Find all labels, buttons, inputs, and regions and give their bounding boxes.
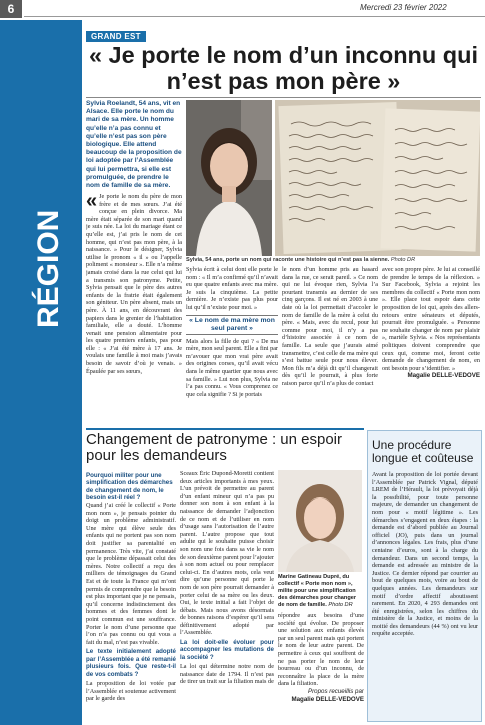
article2-col2: [180, 470, 274, 723]
article1-col4-text: avec son propre père. Je lui ai conseillé de prendre le temps de la réflexion. » Sur Facebook, Sylvia a rejoint les membres du collectif « Porte mon nom ». Elle place tout espoir dans cette proposition de loi qui, après des allers-retours entre sénateurs et députés, pourrait être promulguée. « Personne ne souhaite changer de nom par plaisir », martèle Sylvia. « Nos représentants politiques doivent comprendre que ceux qui, comme moi, feront cette demande de changement de nom, en ont besoin pour s’identifier. »: [382, 266, 480, 372]
article2-col3-text: répondre aux besoins d’une société qui évolue. De proposer une solution aux enfants élevés par un seul parent mais qui portent le nom de leur autre parent. De permettre à ceux qui souffrent de ne pas porter le nom de leur bourreau ou d’un inconnu, de reconnaître la place de la mère dans la filiation.: [278, 612, 364, 688]
article2-headline: Changement de patronyme : un espoir pour les demandeurs: [86, 431, 342, 464]
portrait-illustration: [186, 100, 272, 256]
sidebar-box: [367, 430, 482, 722]
headline-rule: [86, 97, 481, 98]
article1-col3-text: le nom d’un homme pris au hasard dans la rue, ce serait pareil. » Ce nom qui ne lui évoque rien, Sylvia l’a pourtant transmis au dernier de ses cinq garçons. Il est né en 2003 à une date où la loi permettait d’accoler le nom de famille de la mère à celui du père. « Mais, avec du recul, pour lui comme pour moi, il n’y a pas d’histoire associée à ce nom de famille. La seule que j’aurais aimé transmettre, c’est celle de ma mère qui s’est battue seule pour nous élever. Mon fils m’a déjà dit qu’il changerait dès qu’il le pourrait, à plus forte raison parce qu’il n’a plus de contact: [282, 266, 378, 387]
article1-col2-text: Sylvia écrit à celui dont elle porte le nom : « Il m’a confirmé qu’il n’avait eu que quatre enfants avec ma mère. Je suis la cinquième. La petite dernière. Je n’existe pas plus pour lui qu’il n’existe pour moi. »: [186, 266, 278, 311]
chapo: Sylvia Roelandt, 54 ans, vit en Alsace. Elle porte le nom du mari de sa mère. Un homme qu’elle n’a pas connu et qu’elle n’est pas son père biologique. Elle attend beaucoup de la proposition de loi adoptée par l’Assemblée qui lui permettra, si elle est promulguée, de prendre le nom de famille de sa mère.: [86, 100, 182, 190]
caption-text: Sylvia, 54 ans, porte un nom qui raconte une histoire qui n’est pas la sienne.: [186, 257, 390, 263]
article2-col1b-text: La proposition de loi votée par l’Assemblée et soutenue activement par le garde des: [86, 679, 176, 703]
interviewee-illustration: [278, 470, 362, 572]
article1-col3: [282, 266, 378, 426]
interviewee-caption-text: Marine Gatineau Dupré, du collectif « Porte mon nom », milite pour une simplification des démarches pour changer de nom de famille.: [278, 574, 357, 608]
article1-col2b-text: Mais alors la fille de qui ? « De ma mère, mon seul parent. Elle a fini par m’avouer que mon vrai père avait des origines corses, qu’il avait vécu dans le même quartier que nous avec sa famille. » Lui non plus, Sylvia ne l’a pas connu. « Vous comprenez ce que cela signifie ? Si je portais: [186, 337, 278, 398]
headline: « Je porte le nom d’un inconnu qui n’est pas mon père »: [88, 42, 479, 94]
top-rule: [24, 16, 485, 17]
article2-credit-label: Propos recueillis par: [307, 687, 364, 695]
article2-col1: [86, 502, 176, 723]
article1-col4: [382, 266, 480, 426]
article2-col2b-text: La loi qui détermine notre nom de naissance date de 1794. Il n’est pas de tirer un trait sur la filiation mais de: [180, 663, 274, 686]
kicker: GRAND EST: [86, 31, 146, 42]
interviewee-photo: [278, 470, 362, 572]
article2-question-1: Le texte initialement adopté par l’Assemblée a été remanié plusieurs fois. Que reste-t-il de vos combats ?: [86, 648, 176, 678]
article2-signature: Magalie DELLE-VEDOVE: [291, 695, 364, 703]
interviewee-caption-credit: Photo DR: [328, 602, 353, 608]
caption-credit: Photo DR: [390, 257, 416, 263]
document-illustration: [275, 100, 480, 256]
article1-col2: [186, 266, 278, 426]
article1-signature: Magalie DELLE-VEDOVE: [407, 372, 480, 380]
article2-col3: [278, 612, 364, 723]
lettrine: «: [86, 193, 98, 212]
sidebar-box-title: Une procédure longue et coûteuse: [372, 438, 474, 465]
section-label: [6, 210, 76, 330]
article2-col2-text: Sceaux Éric Dupond-Moretti contient deux articles importants à mes yeux. L’un prévoit de permettre au parent d’un enfant mineur qui n’a pas pu donner son nom à son enfant à la naissance de demander l’adjonction de ce nom et de l’utiliser en nom d’usage sans l’autorisation de l’autre parent. L’autre propose que tout adulte qui le souhaite puisse choisir son nom une fois dans sa vie le nom de son deuxième parent pour l’ajouter à son nom actuel ou pour remplacer celui-ci. En d’autres mots, cela veut dire qu’une personne qui porte le nom de son père pourrait demander à porter celui de sa mère ou les deux. Oui, le texte initial a fait l’objet de débats. Mais nous avons désormais de bonnes raisons d’espérer qu’il sera définitivement adopté par l’Assemblée.: [180, 470, 274, 637]
page-number: 6: [0, 0, 22, 18]
article2-col1-text: Quand j’ai créé le collectif « Porte mon nom », je pensais pointer du doigt un problème administratif. Une mère qui élève seule des enfants qui ne portent pas son nom doit justifier sa parentalité en permanence. Très vite, j’ai constaté que le problème dépassait celui des mères. Notre collectif a reçu des milliers de témoignages du Grand Est et de toute la France qui m’ont permis de comprendre que le besoin est plus important que je ne pensais, qu’il concerne indistinctement des hommes et des femmes dont le point commun est une souffrance. Porter le nom d’une personne que l’on n’a pas connu ou qui vous a fait du mal, n’est pas vivable.: [86, 502, 176, 646]
article1-col1: [86, 193, 182, 425]
article1-col1-text: Je porte le nom du père de mon frère et de mes sœurs. J’ai été conçue en plein divorce. Ma mère était séparée de son mari quand je suis née. La loi du mariage étant ce qu’elle est, j’ai pris le nom de cet homme, qui n’est pas mon père, à la naissance. » Pour le désigner, Sylvia utilise le pronom « il » ou l’appelle poliment « monsieur ». Elle n’a même jamais croisé dans la rue celui qui lui a transmis son patronyme. Petite, Sylvia pensait que le père des autres enfants de la fratrie était également son géniteur. Un père absent, mais un père. À 11 ans, en découvrant des papiers dans le grenier de l’habitation familiale, elle a douté. L’homme venait une pension alimentaire pour les quatre premiers enfants, pas pour elle : « J’ai été mère à 17 ans. Je voulais une famille à moi mais j’avais besoin de savoir d’où je venais. » Épaulée par ses sœurs,: [86, 193, 182, 375]
section-band: [0, 20, 82, 725]
issue-date: Mercredi 23 février 2022: [360, 3, 447, 12]
article2-rule: [86, 428, 364, 430]
section-text: RÉGION: [32, 210, 65, 328]
document-photo: [275, 100, 480, 256]
article1-subhead: « Le nom de ma mère mon seul parent »: [186, 315, 278, 335]
portrait-photo: [186, 100, 272, 256]
article2-question-2: La loi doit-elle évoluer pour accompagner les mutations de la société ?: [180, 639, 274, 661]
interviewee-caption: [278, 574, 364, 609]
sidebar-box-text: Avant la proposition de loi portée devant l’Assemblée par Patrick Vignal, député LREM de l’Hérault, la loi prévoyait déjà la possibilité, pour toute personne majeure, de demander un changement de nom pour « motif légitime ». Les démarches s’engagent en deux étapes : la demande est d’abord publiée au Journal officiel (JO), puis dans un journal d’annonces légales. Les frais, plus d’une centaine d’euros, sont à la charge du demandeur. Dans un second temps, la demande est adressée au ministre de la Justice. Ce dernier répond par courrier au bout de quelques mois, voire au bout de quelques années. Les demandeurs sur motif d’ordre affectif aboutissent rarement. En 2020, 4 293 demandes ont été enregistrées, selon les chiffres du ministère de la Justice, et moins de la moitié des demandeurs (44 %) ont vu leur requête acceptée.: [372, 471, 478, 638]
photo-caption: [186, 257, 482, 263]
article2-chapo: Pourquoi militer pour une simplification des démarches de changement de nom, le besoin est-il réel ?: [86, 472, 173, 502]
